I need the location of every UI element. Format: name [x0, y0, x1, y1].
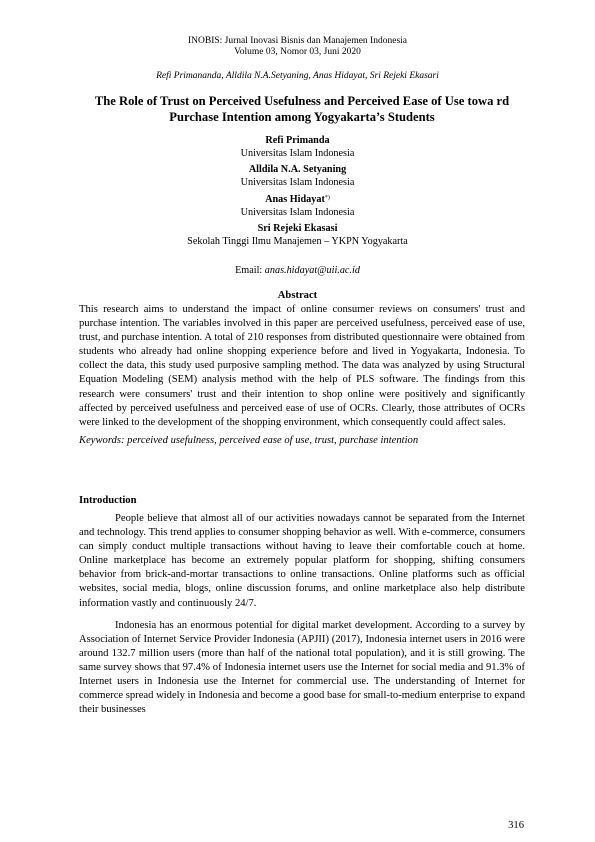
author-note-marker: *) — [324, 195, 330, 201]
introduction-paragraph: Indonesia has an enormous potential for digital market development. According to a survey by Association of Internet Service Provider Indonesia (APJII) (2017), Indonesia internet users in 2016 were around 132.7 million users (more than half of the national total population), and it is still growing. The same survey shows that 97.4% of Indonesia internet users use the Internet for social media and 91.3% of Internet users in Indonesia use the Internet for commercial use. The understanding of Internet for commerce spread widely in Indonesia and become a good base for small-to-medium enterprise to expand their businesses — [79, 619, 525, 716]
page-number: 316 — [508, 820, 524, 831]
introduction-body — [79, 512, 525, 717]
journal-name: INOBIS: Jurnal Inovasi Bisnis dan Manajemen Indonesia — [188, 36, 407, 46]
introduction-heading: Introduction — [79, 495, 137, 506]
author-name: Sri Rejeki Ekasasi — [257, 223, 338, 234]
introduction-paragraph: People believe that almost all of our activities nowadays cannot be separated from the Internet and technology. This trend applies to consumer shopping behavior as well. With e-commerce, consumers can simply conduct multiple transactions without having to leave their comfortable couch at home. Online marketplace has become an extremely popular platform for shopping, shifting consumers behavior from brick-and-mortar transactions to online transactions. Online platforms such as official websites, social media, blogs, online discussion forums, and online marketplace also help distribute information vastly and continuously 24/7. — [79, 513, 525, 609]
abstract-text: This research aims to understand the impact of online consumer reviews on consumers' trust and purchase intention. The variables involved in this paper are perceived usefulness, perceived ease of use, trust, and purchase intention. A total of 210 responses from distributed questionnaire were obtained from students who already had online shopping experience before and lived in Yogyakarta, Indonesia. To collect the data, this study used purposive sampling method. The data was analyzed by using Structural Equation Modeling (SEM) analysis method with the help of PLS software. The findings from this research were consumers' trust and their intention to shop online were positively and significantly affected by perceived usefulness and perceived ease of use of OCRs. Clearly, those attributes of OCRs were linked to the development of the shopping environment, which consequently could affect sales. — [79, 304, 525, 428]
keywords: Keywords: perceived usefulness, perceived ease of use, trust, purchase intention — [79, 434, 419, 446]
abstract-heading: Abstract — [277, 290, 318, 301]
author-affiliation: Sekolah Tinggi Ilmu Manajemen – YKPN Yogyakarta — [187, 236, 408, 247]
abstract-body — [79, 303, 525, 448]
author-name: Alldila N.A. Setyaning — [248, 164, 347, 175]
email-link[interactable]: anas.hidayat@uii.ac.id — [264, 265, 360, 276]
author-affiliation: Universitas Islam Indonesia — [240, 148, 355, 159]
author-block-3 — [0, 193, 595, 219]
paper-title: The Role of Trust on Perceived Usefulness and Perceived Ease of Use towa rd Purchase Intention among Yogyakarta’s Students — [94, 94, 510, 124]
author-name: Refi Primanda — [265, 135, 330, 146]
email-label: Email: — [235, 265, 263, 276]
email-line — [0, 264, 595, 277]
journal-volume: Volume 03, Nomor 03, Juni 2020 — [234, 47, 361, 57]
author-affiliation: Universitas Islam Indonesia — [240, 207, 355, 218]
author-block-4 — [0, 222, 595, 248]
author-name: Anas Hidayat — [265, 194, 325, 205]
author-affiliation: Universitas Islam Indonesia — [240, 177, 355, 188]
running-authors: Refi Primananda, Alldila N.A.Setyaning, Anas Hidayat, Sri Rejeki Ekasari — [156, 71, 439, 81]
author-block-2 — [0, 163, 595, 189]
author-block-1 — [0, 134, 595, 160]
